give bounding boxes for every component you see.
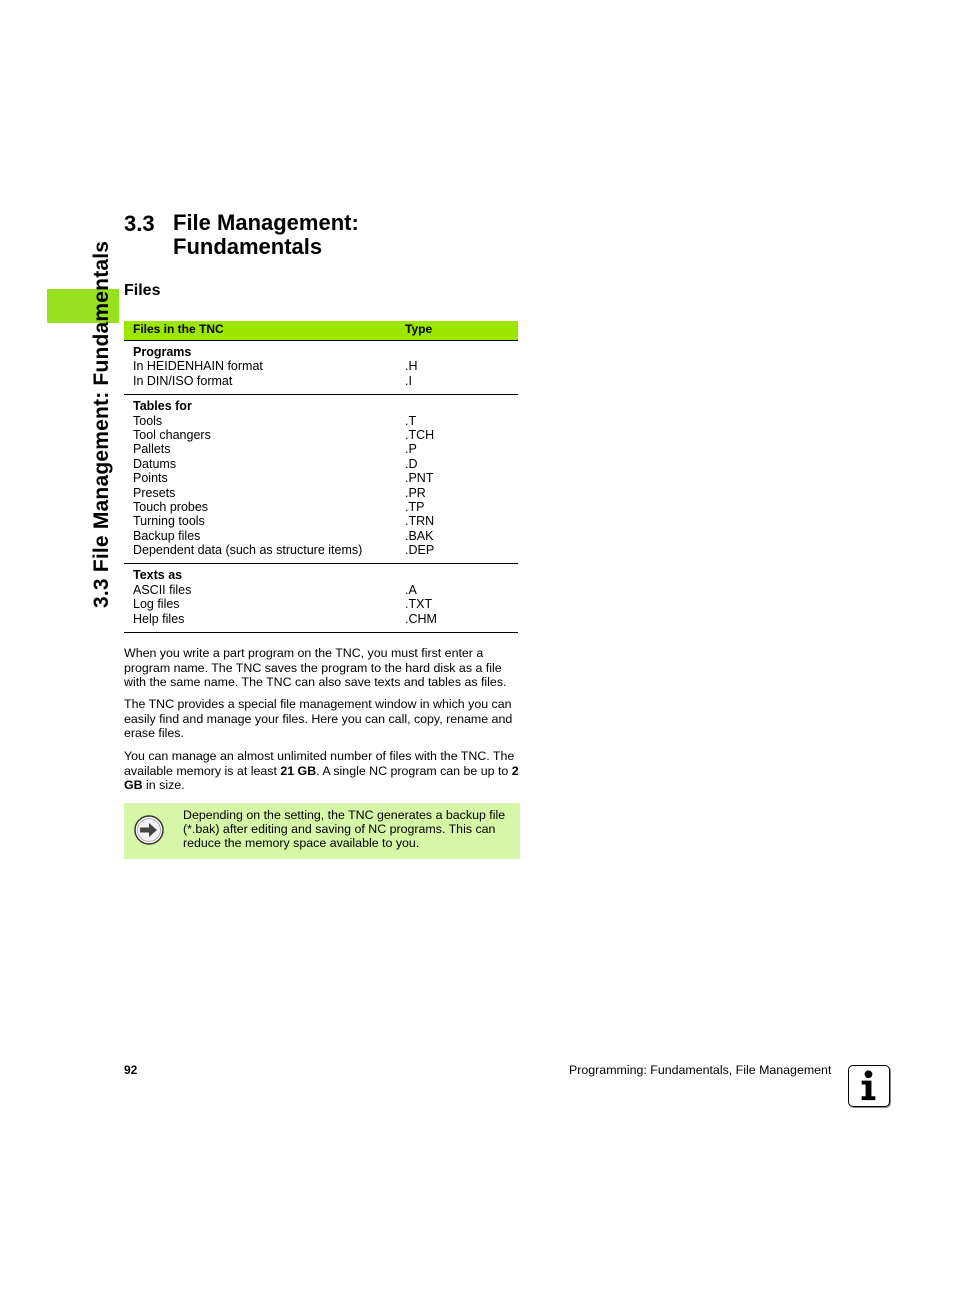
- subheading-files: Files: [124, 282, 161, 299]
- table-row: [124, 374, 518, 388]
- paragraph-file-window: The TNC provides a special file management window in which you can easily find and manage your files. Here you can call, copy, rename and erase files.: [124, 697, 513, 741]
- footer-chapter: Programming: Fundamentals, File Management: [569, 1063, 832, 1077]
- group-title: Texts as: [133, 568, 183, 583]
- file-type: .DEP: [405, 543, 435, 558]
- sidebar-title: 3.3 File Management: Fundamentals: [90, 240, 113, 608]
- file-name: Log files: [133, 597, 180, 612]
- section-number: 3.3: [124, 211, 155, 236]
- file-type: .TRN: [405, 514, 435, 529]
- page-number: 92: [124, 1063, 138, 1077]
- info-glyph: [849, 1066, 888, 1105]
- file-type: .D: [405, 456, 418, 471]
- file-name: Backup files: [133, 528, 201, 543]
- memory-text-a: You can manage an almost unlimited number of files with the TNC. The available memory is at least: [124, 749, 515, 778]
- note-text: Depending on the setting, the TNC generates a backup file (*.bak) after editing and saving of NC programs. This can reduce the memory space available to you.: [183, 808, 506, 851]
- file-name: Help files: [133, 611, 185, 626]
- table-row: [124, 486, 518, 500]
- table-row: [124, 597, 518, 611]
- arrow-right-icon: [134, 815, 164, 845]
- table-row: [124, 529, 518, 543]
- table-row: [124, 471, 518, 485]
- table-header-files: Files in the TNC: [133, 322, 224, 336]
- table-row: [124, 414, 518, 428]
- file-name: Touch probes: [133, 499, 209, 514]
- file-type: .TP: [405, 499, 425, 514]
- table-group-programs: [124, 341, 518, 395]
- file-type: .CHM: [405, 611, 437, 626]
- memory-text-b: . A single NC program can be up to: [316, 763, 512, 778]
- table-row: [124, 428, 518, 442]
- group-title: Tables for: [133, 399, 192, 414]
- table-row: [124, 612, 518, 626]
- table-row: [124, 583, 518, 597]
- file-type: .I: [405, 373, 412, 388]
- table-row: [124, 543, 518, 557]
- section-title-line1: File Management:: [173, 210, 359, 235]
- file-name: Points: [133, 471, 168, 486]
- file-type: .T: [405, 413, 417, 428]
- file-name: Tools: [133, 413, 163, 428]
- file-type: .TXT: [405, 597, 433, 612]
- file-type: .H: [405, 359, 418, 374]
- table-row: [124, 442, 518, 456]
- file-name: Pallets: [133, 442, 171, 457]
- memory-text-c: in size.: [142, 778, 185, 793]
- table-row: [124, 514, 518, 528]
- file-type: .TCH: [405, 427, 435, 442]
- file-name: Dependent data (such as structure items): [133, 543, 363, 558]
- file-name: Tool changers: [133, 427, 211, 442]
- file-type: .P: [405, 442, 417, 457]
- file-type: .BAK: [405, 528, 434, 543]
- group-title: Programs: [133, 345, 192, 359]
- table-group-tables: [124, 395, 518, 564]
- file-name: Turning tools: [133, 514, 205, 529]
- table-row: [124, 359, 518, 373]
- info-icon: [848, 1065, 890, 1107]
- file-type: .PNT: [405, 471, 434, 486]
- file-type: .PR: [405, 485, 426, 500]
- table-row: [124, 500, 518, 514]
- file-name: In HEIDENHAIN format: [133, 359, 263, 374]
- table-header: [124, 321, 518, 341]
- file-name: ASCII files: [133, 582, 192, 597]
- section-title: [173, 211, 359, 259]
- paragraph-intro: When you write a part program on the TNC, you must first enter a program name. The TNC saves the program to the hard disk as a file with the same name. The TNC can also save texts and tables as files.: [124, 646, 507, 690]
- section-title-line2: Fundamentals: [173, 234, 323, 259]
- paragraph-memory: [124, 749, 524, 793]
- file-types-table: [124, 321, 518, 633]
- table-row: [124, 457, 518, 471]
- file-type: .A: [405, 582, 417, 597]
- file-name: Datums: [133, 456, 177, 471]
- table-group-texts: [124, 564, 518, 633]
- note-box: [124, 803, 520, 859]
- memory-value: 21 GB: [280, 763, 317, 778]
- table-header-type: Type: [405, 322, 433, 336]
- program-size-value: 2 GB: [124, 763, 519, 793]
- file-name: Presets: [133, 485, 176, 500]
- file-name: In DIN/ISO format: [133, 373, 233, 388]
